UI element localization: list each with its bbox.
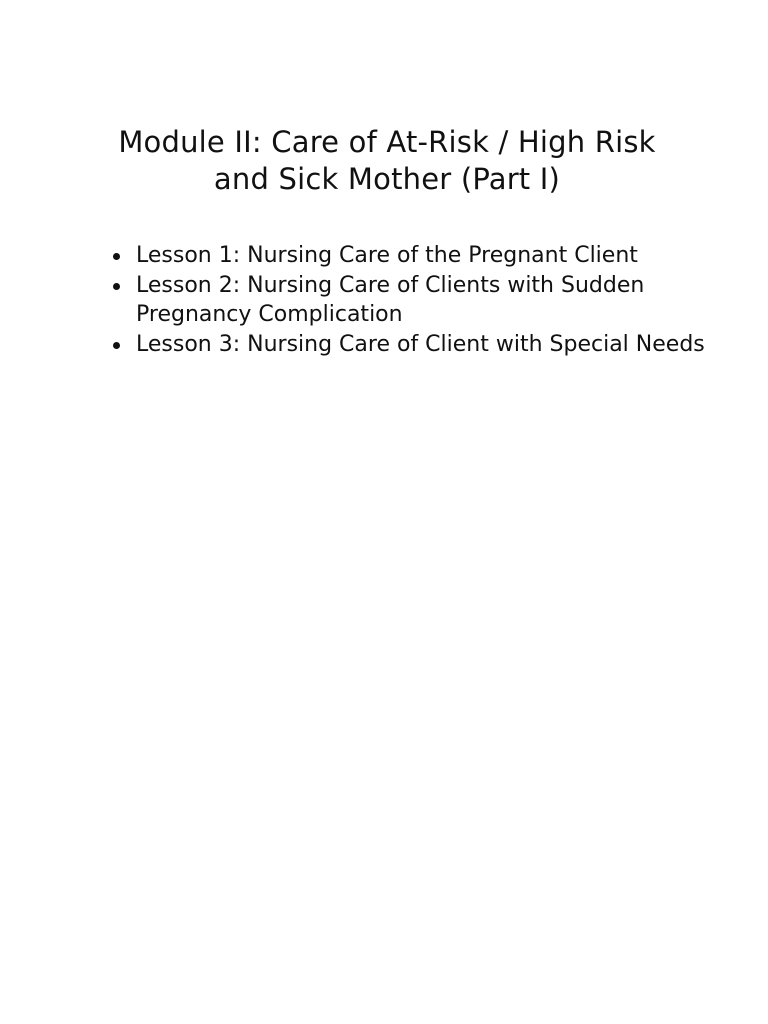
bullet-icon (113, 283, 120, 290)
lesson-2-text: Lesson 2: Nursing Care of Clients with Sudden Pregnancy Complication (136, 273, 645, 327)
bullet-icon (113, 342, 120, 349)
lesson-1-item (108, 241, 728, 270)
lesson-3-text: Lesson 3: Nursing Care of Client with Special Needs (136, 332, 705, 357)
bullet-icon (113, 253, 120, 260)
lesson-3-item (108, 330, 728, 359)
lesson-1-text: Lesson 1: Nursing Care of the Pregnant Client (136, 243, 638, 268)
module-title (60, 124, 714, 198)
lesson-list (108, 241, 728, 360)
module-title-line-1: Module II: Care of At-Risk / High Risk (118, 125, 656, 159)
lesson-2-item (108, 271, 728, 329)
module-title-line-2: and Sick Mother (Part I) (213, 162, 561, 196)
